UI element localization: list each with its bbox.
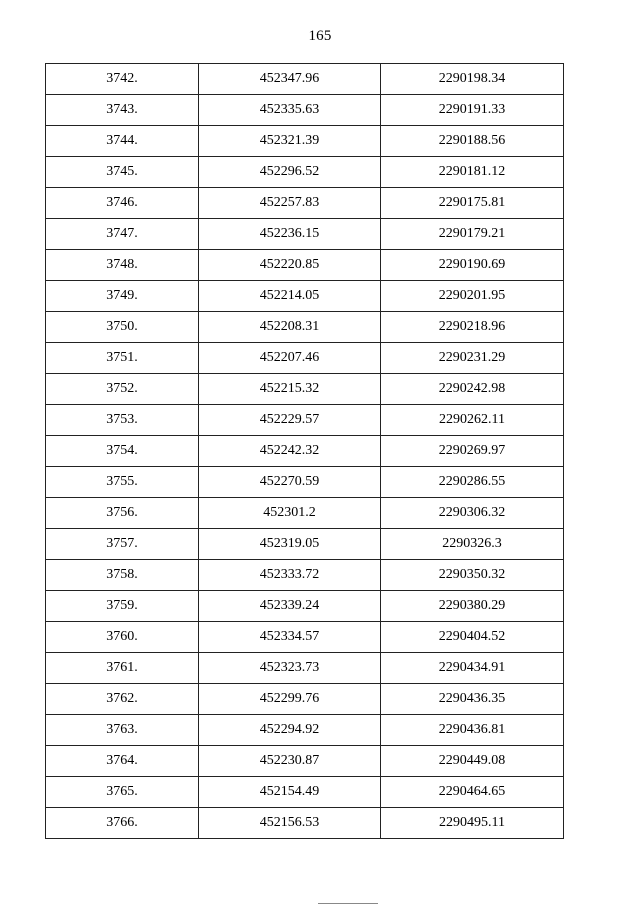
point-number-cell: 3761. xyxy=(46,653,199,684)
table-row xyxy=(46,64,564,95)
point-number-cell: 3765. xyxy=(46,777,199,808)
point-number-cell: 3750. xyxy=(46,312,199,343)
point-number-cell: 3763. xyxy=(46,715,199,746)
x-coordinate-cell: 452301.2 xyxy=(199,498,381,529)
point-number-cell: 3749. xyxy=(46,281,199,312)
y-coordinate-cell: 2290218.96 xyxy=(381,312,564,343)
table-row xyxy=(46,746,564,777)
point-number-cell: 3742. xyxy=(46,64,199,95)
x-coordinate-cell: 452257.83 xyxy=(199,188,381,219)
point-number-cell: 3751. xyxy=(46,343,199,374)
point-number-cell: 3756. xyxy=(46,498,199,529)
table-row xyxy=(46,95,564,126)
x-coordinate-cell: 452334.57 xyxy=(199,622,381,653)
y-coordinate-cell: 2290269.97 xyxy=(381,436,564,467)
point-number-cell: 3752. xyxy=(46,374,199,405)
y-coordinate-cell: 2290191.33 xyxy=(381,95,564,126)
table-row xyxy=(46,374,564,405)
table-row xyxy=(46,529,564,560)
table-row xyxy=(46,188,564,219)
table-row xyxy=(46,405,564,436)
point-number-cell: 3766. xyxy=(46,808,199,839)
x-coordinate-cell: 452335.63 xyxy=(199,95,381,126)
table-row xyxy=(46,653,564,684)
y-coordinate-cell: 2290231.29 xyxy=(381,343,564,374)
point-number-cell: 3748. xyxy=(46,250,199,281)
coordinates-table xyxy=(45,63,564,839)
point-number-cell: 3762. xyxy=(46,684,199,715)
point-number-cell: 3753. xyxy=(46,405,199,436)
x-coordinate-cell: 452299.76 xyxy=(199,684,381,715)
x-coordinate-cell: 452339.24 xyxy=(199,591,381,622)
x-coordinate-cell: 452215.32 xyxy=(199,374,381,405)
y-coordinate-cell: 2290242.98 xyxy=(381,374,564,405)
y-coordinate-cell: 2290436.81 xyxy=(381,715,564,746)
point-number-cell: 3760. xyxy=(46,622,199,653)
y-coordinate-cell: 2290181.12 xyxy=(381,157,564,188)
x-coordinate-cell: 452236.15 xyxy=(199,219,381,250)
point-number-cell: 3746. xyxy=(46,188,199,219)
y-coordinate-cell: 2290350.32 xyxy=(381,560,564,591)
table-row xyxy=(46,281,564,312)
x-coordinate-cell: 452333.72 xyxy=(199,560,381,591)
y-coordinate-cell: 2290436.35 xyxy=(381,684,564,715)
x-coordinate-cell: 452220.85 xyxy=(199,250,381,281)
table-row xyxy=(46,343,564,374)
y-coordinate-cell: 2290179.21 xyxy=(381,219,564,250)
y-coordinate-cell: 2290449.08 xyxy=(381,746,564,777)
y-coordinate-cell: 2290495.11 xyxy=(381,808,564,839)
y-coordinate-cell: 2290262.11 xyxy=(381,405,564,436)
point-number-cell: 3754. xyxy=(46,436,199,467)
table-row xyxy=(46,591,564,622)
y-coordinate-cell: 2290306.32 xyxy=(381,498,564,529)
scan-edge-mark xyxy=(318,903,378,904)
y-coordinate-cell: 2290464.65 xyxy=(381,777,564,808)
table-row xyxy=(46,436,564,467)
table-row xyxy=(46,219,564,250)
point-number-cell: 3743. xyxy=(46,95,199,126)
x-coordinate-cell: 452207.46 xyxy=(199,343,381,374)
point-number-cell: 3757. xyxy=(46,529,199,560)
table-row xyxy=(46,622,564,653)
table-row xyxy=(46,560,564,591)
x-coordinate-cell: 452154.49 xyxy=(199,777,381,808)
x-coordinate-cell: 452242.32 xyxy=(199,436,381,467)
x-coordinate-cell: 452319.05 xyxy=(199,529,381,560)
point-number-cell: 3744. xyxy=(46,126,199,157)
y-coordinate-cell: 2290380.29 xyxy=(381,591,564,622)
table-row xyxy=(46,312,564,343)
x-coordinate-cell: 452208.31 xyxy=(199,312,381,343)
y-coordinate-cell: 2290326.3 xyxy=(381,529,564,560)
x-coordinate-cell: 452294.92 xyxy=(199,715,381,746)
y-coordinate-cell: 2290175.81 xyxy=(381,188,564,219)
y-coordinate-cell: 2290198.34 xyxy=(381,64,564,95)
x-coordinate-cell: 452156.53 xyxy=(199,808,381,839)
y-coordinate-cell: 2290434.91 xyxy=(381,653,564,684)
y-coordinate-cell: 2290286.55 xyxy=(381,467,564,498)
table-row xyxy=(46,777,564,808)
coordinates-table-body xyxy=(46,64,564,839)
x-coordinate-cell: 452296.52 xyxy=(199,157,381,188)
x-coordinate-cell: 452323.73 xyxy=(199,653,381,684)
page-number: 165 xyxy=(308,28,332,44)
table-row xyxy=(46,126,564,157)
point-number-cell: 3758. xyxy=(46,560,199,591)
point-number-cell: 3745. xyxy=(46,157,199,188)
table-row xyxy=(46,157,564,188)
table-row xyxy=(46,498,564,529)
table-row xyxy=(46,467,564,498)
table-row xyxy=(46,684,564,715)
table-row xyxy=(46,250,564,281)
y-coordinate-cell: 2290201.95 xyxy=(381,281,564,312)
x-coordinate-cell: 452214.05 xyxy=(199,281,381,312)
point-number-cell: 3747. xyxy=(46,219,199,250)
x-coordinate-cell: 452230.87 xyxy=(199,746,381,777)
y-coordinate-cell: 2290404.52 xyxy=(381,622,564,653)
table-row xyxy=(46,715,564,746)
point-number-cell: 3759. xyxy=(46,591,199,622)
table-row xyxy=(46,808,564,839)
x-coordinate-cell: 452229.57 xyxy=(199,405,381,436)
y-coordinate-cell: 2290190.69 xyxy=(381,250,564,281)
x-coordinate-cell: 452347.96 xyxy=(199,64,381,95)
point-number-cell: 3764. xyxy=(46,746,199,777)
x-coordinate-cell: 452270.59 xyxy=(199,467,381,498)
x-coordinate-cell: 452321.39 xyxy=(199,126,381,157)
point-number-cell: 3755. xyxy=(46,467,199,498)
y-coordinate-cell: 2290188.56 xyxy=(381,126,564,157)
